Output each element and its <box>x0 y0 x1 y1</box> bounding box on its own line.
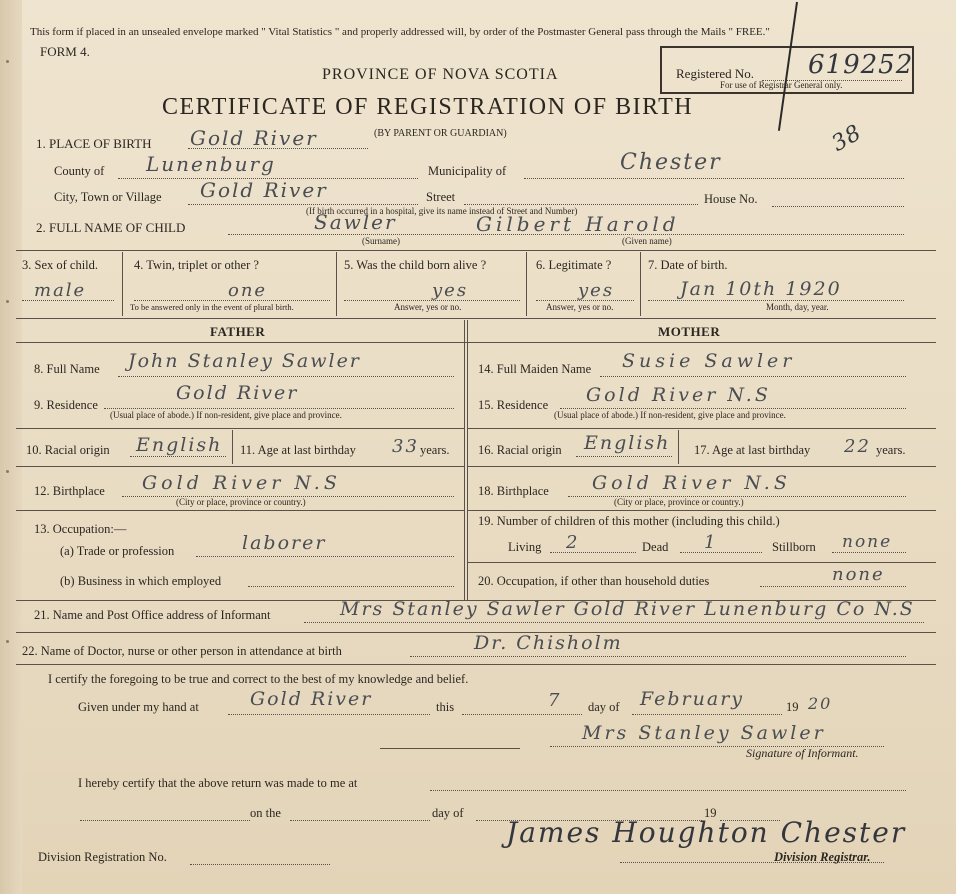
doctor-label: 22. Name of Doctor, nurse or other person in attendance at birth <box>22 644 342 658</box>
on-the-line <box>290 820 430 821</box>
col-divider <box>122 252 123 316</box>
municipality-label: Municipality of <box>428 164 507 178</box>
col-divider <box>336 252 337 316</box>
doctor-value: Dr. Chisholm <box>474 632 623 654</box>
mother-race-line <box>576 456 672 457</box>
mother-occ-line <box>760 586 906 587</box>
still-value: none <box>842 532 893 552</box>
mother-age-label: 17. Age at last birthday <box>694 443 811 457</box>
day-value: 7 <box>548 690 562 711</box>
legit-value: yes <box>578 280 615 301</box>
mother-name-label: 14. Full Maiden Name <box>478 362 592 376</box>
county-label: County of <box>54 164 105 178</box>
alive-note: Answer, yes or no. <box>394 302 462 312</box>
place-value: Gold River <box>190 126 318 150</box>
signature-caption: Signature of Informant. <box>746 746 859 760</box>
child-surname: Sawler <box>314 210 397 234</box>
twin-line <box>134 300 330 301</box>
place-line <box>188 148 368 149</box>
registrar-signature: James Houghton Chester <box>506 816 907 849</box>
strip-mark <box>6 300 9 303</box>
father-name-line <box>118 376 454 377</box>
mother-race-value: English <box>584 432 671 454</box>
month-line <box>632 714 782 715</box>
parents-divider <box>464 320 465 600</box>
mother-row-divider <box>468 510 936 511</box>
on-line <box>80 820 250 821</box>
father-res-label: 9. Residence <box>34 398 98 412</box>
doctor-line <box>410 656 906 657</box>
father-name-label: 8. Full Name <box>34 362 100 376</box>
alive-value: yes <box>432 280 469 301</box>
given-place-line <box>228 714 430 715</box>
parents-divider <box>467 320 468 600</box>
col-divider <box>526 252 527 316</box>
living-line <box>550 552 636 553</box>
father-res-line <box>104 408 454 409</box>
father-row-divider <box>16 510 464 511</box>
mother-race-label: 16. Racial origin <box>478 443 562 457</box>
mother-row-divider <box>468 562 936 563</box>
living-label: Living <box>508 540 542 554</box>
father-bp-note: (City or place, province or country.) <box>176 497 306 507</box>
date-note: Month, day, year. <box>766 302 829 312</box>
mother-res-line <box>560 408 906 409</box>
mother-res-note: (Usual place of abode.) If non-resident, give place and province. <box>554 410 786 420</box>
children-label: 19. Number of children of this mother (including this child.) <box>478 514 780 528</box>
given-caption: (Given name) <box>622 236 672 246</box>
father-trade-line <box>196 556 454 557</box>
legit-label: 6. Legitimate ? <box>536 258 612 272</box>
mother-occ-value: none <box>832 564 885 585</box>
municipality-line <box>524 178 904 179</box>
child-name-line <box>228 234 904 235</box>
date-value: Jan 10th 1920 <box>680 278 842 300</box>
father-name-value: John Stanley Sawler <box>128 350 361 372</box>
pencil-note: 38 <box>827 120 867 157</box>
municipality-value: Chester <box>620 150 722 175</box>
father-age-value: 33 <box>392 436 419 457</box>
on-the-label: on the <box>250 806 281 820</box>
father-race-line <box>130 456 226 457</box>
subtitle: (BY PARENT OR GUARDIAN) <box>374 128 507 139</box>
heading-divider <box>16 342 936 343</box>
informant-value: Mrs Stanley Sawler Gold River Lunenburg Co N.S <box>340 598 915 620</box>
registered-number: 619252 <box>808 50 914 80</box>
sex-value: male <box>34 280 87 301</box>
house-line <box>772 206 904 207</box>
return-line <box>430 790 906 791</box>
father-age-unit: years. <box>420 443 450 457</box>
registrar-note: For use of Registrar General only. <box>720 80 843 90</box>
dead-label: Dead <box>642 540 669 554</box>
mother-res-value: Gold River N.S <box>586 384 771 406</box>
col-divider <box>640 252 641 316</box>
street-line <box>464 204 698 205</box>
this-label: this <box>436 700 455 714</box>
certificate-title: CERTIFICATE OF REGISTRATION OF BIRTH <box>162 94 694 120</box>
alive-label: 5. Was the child born alive ? <box>344 258 487 272</box>
month-value: February <box>640 688 745 710</box>
mother-name-line <box>600 376 906 377</box>
form-number: FORM 4. <box>40 44 90 59</box>
twin-label: 4. Twin, triplet or other ? <box>134 258 259 272</box>
street-label: Street <box>426 190 456 204</box>
mother-occ-label: 20. Occupation, if other than household duties <box>478 574 710 588</box>
alive-line <box>344 300 520 301</box>
father-race-label: 10. Racial origin <box>26 443 110 457</box>
mother-res-label: 15. Residence <box>478 398 549 412</box>
mail-notice: This form if placed in an unsealed envelope marked " Vital Statistics " and properly addressed will, by order of the Postmaster General pass through the Mails " FREE." <box>30 26 770 38</box>
certify-text: I certify the foregoing to be true and correct to the best of my knowledge and belief. <box>48 672 469 686</box>
year-value: 20 <box>808 694 833 713</box>
divider-rule <box>380 748 520 749</box>
section-divider <box>16 318 936 319</box>
division-line <box>190 864 330 865</box>
mother-row-divider <box>468 428 936 429</box>
father-row-divider <box>16 466 464 467</box>
city-label: City, Town or Village <box>54 190 162 204</box>
informant-label: 21. Name and Post Office address of Informant <box>34 608 271 622</box>
sex-line <box>22 300 114 301</box>
strip-mark <box>6 470 9 473</box>
still-label: Stillborn <box>772 540 816 554</box>
twin-value: one <box>228 280 268 301</box>
dead-line <box>680 552 762 553</box>
father-trade-label: (a) Trade or profession <box>60 544 175 558</box>
date-line <box>648 300 904 301</box>
registered-label: Registered No. <box>676 66 754 81</box>
mother-row-divider <box>468 466 936 467</box>
father-res-note: (Usual place of abode.) If non-resident, give place and province. <box>110 410 342 420</box>
registrar-caption: Division Registrar. <box>774 850 871 864</box>
father-biz-label: (b) Business in which employed <box>60 574 222 588</box>
mother-heading: MOTHER <box>658 324 721 339</box>
father-heading: FATHER <box>210 324 266 339</box>
year-prefix: 19 <box>786 700 799 714</box>
date-label: 7. Date of birth. <box>648 258 728 272</box>
mother-age-unit: years. <box>876 443 906 457</box>
city-line <box>188 204 418 205</box>
county-value: Lunenburg <box>146 152 276 176</box>
place-label: 1. PLACE OF BIRTH <box>36 136 152 151</box>
father-col-divider <box>232 430 233 464</box>
father-biz-line <box>248 586 454 587</box>
given-place: Gold River <box>250 688 373 710</box>
father-res-value: Gold River <box>176 382 299 404</box>
day-of-label: day of <box>432 806 464 820</box>
nineteen-label: 19 <box>704 806 717 820</box>
sex-label: 3. Sex of child. <box>22 258 99 272</box>
legit-note: Answer, yes or no. <box>546 302 614 312</box>
return-text: I hereby certify that the above return was made to me at <box>78 776 358 790</box>
given-label: Given under my hand at <box>78 700 199 714</box>
still-line <box>832 552 906 553</box>
mother-bp-value: Gold River N.S <box>592 472 791 494</box>
father-row-divider <box>16 428 464 429</box>
mother-col-divider <box>678 430 679 464</box>
strip-mark <box>6 640 9 643</box>
house-label: House No. <box>704 192 758 206</box>
binding-strip <box>0 0 22 894</box>
mother-name-value: Susie Sawler <box>622 350 796 372</box>
child-name-label: 2. FULL NAME OF CHILD <box>36 220 186 235</box>
mother-age-value: 22 <box>844 436 871 457</box>
dead-value: 1 <box>704 532 718 553</box>
section-divider <box>16 664 936 665</box>
father-race-value: English <box>136 434 223 456</box>
twin-note: To be answered only in the event of plural birth. <box>130 302 294 312</box>
dayof-label: day of <box>588 700 620 714</box>
surname-caption: (Surname) <box>362 236 400 246</box>
informant-signature: Mrs Stanley Sawler <box>582 722 826 744</box>
informant-line <box>304 622 924 623</box>
legit-line <box>536 300 634 301</box>
living-value: 2 <box>566 532 580 553</box>
mother-bp-label: 18. Birthplace <box>478 484 549 498</box>
province-heading: PROVINCE OF NOVA SCOTIA <box>322 66 559 83</box>
child-given-name: Gilbert Harold <box>476 212 680 236</box>
city-value: Gold River <box>200 178 328 202</box>
division-label: Division Registration No. <box>38 850 167 864</box>
strip-mark <box>6 60 9 63</box>
father-bp-label: 12. Birthplace <box>34 484 105 498</box>
mother-bp-note: (City or place, province or country.) <box>614 497 744 507</box>
father-bp-value: Gold River N.S <box>142 472 341 494</box>
row-divider <box>16 250 936 251</box>
father-trade-value: laborer <box>242 532 327 554</box>
day-line <box>462 714 582 715</box>
father-age-label: 11. Age at last birthday <box>240 443 356 457</box>
father-occ-label: 13. Occupation:— <box>34 522 127 536</box>
hospital-note: (If birth occurred in a hospital, give its name instead of Street and Number) <box>306 206 578 216</box>
